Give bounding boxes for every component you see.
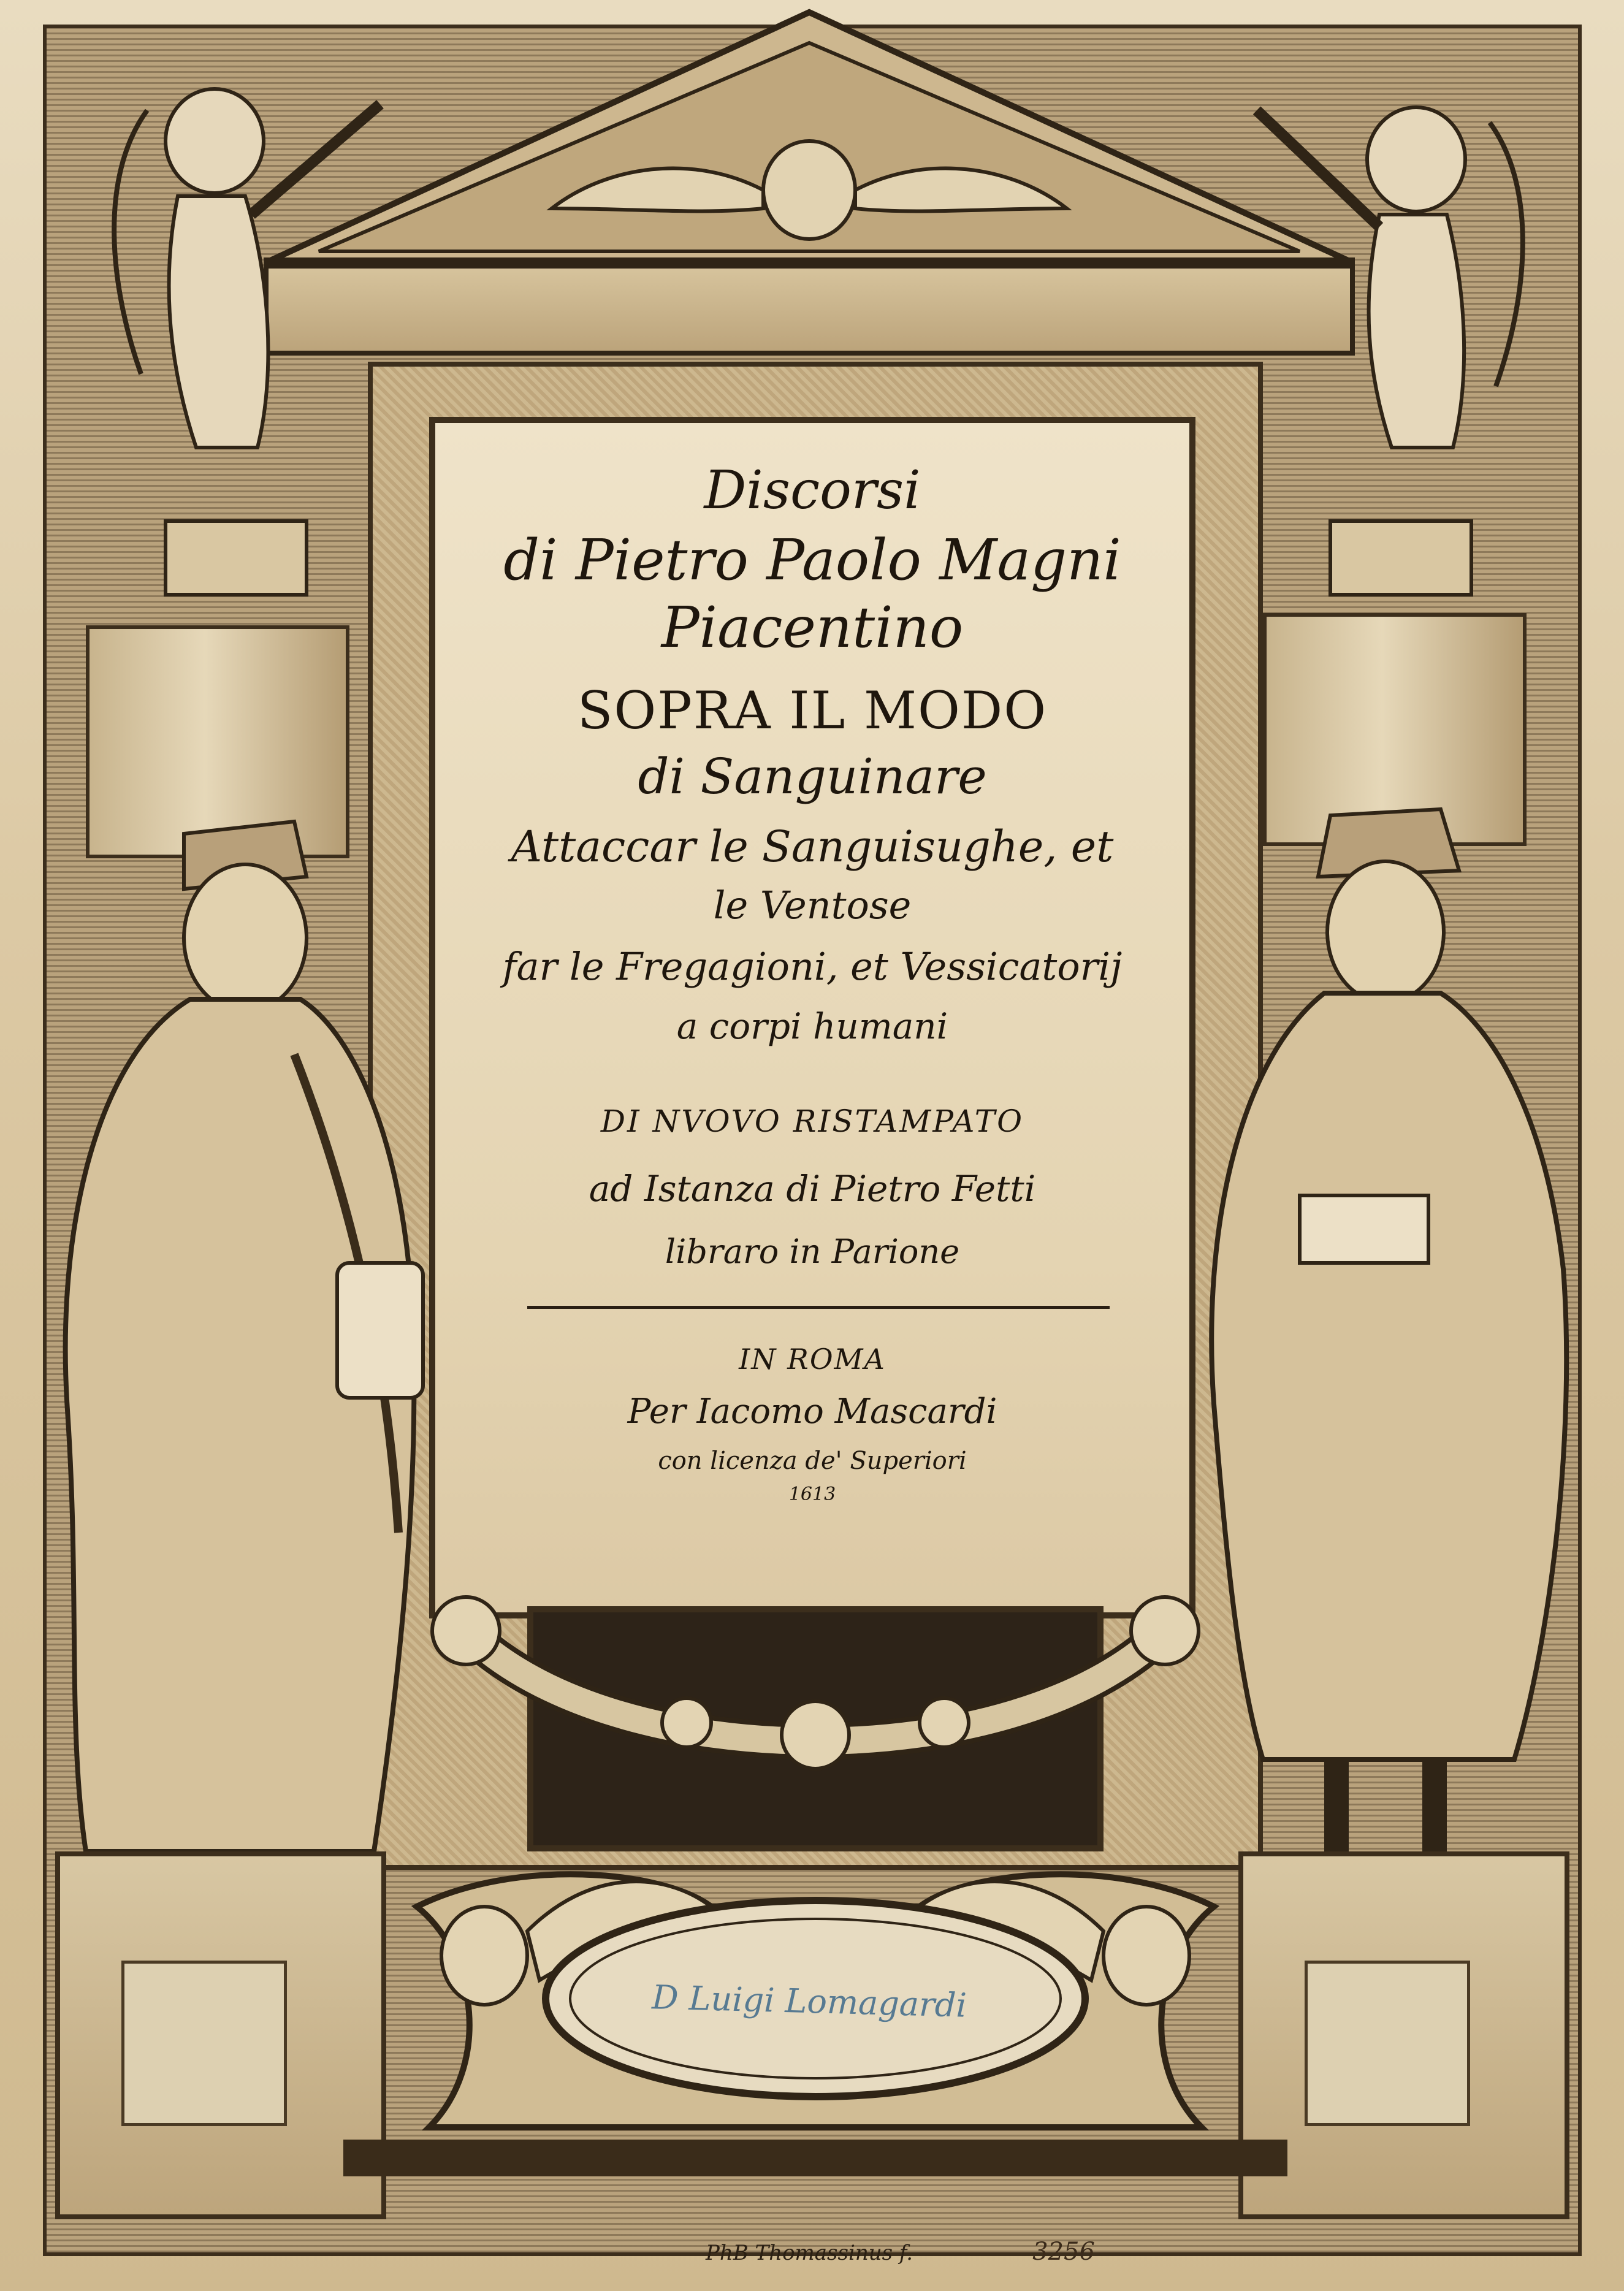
title-text-panel — [429, 417, 1195, 1618]
entablature — [264, 264, 1355, 356]
author-line: di Pietro Paolo Magni — [503, 527, 1121, 593]
reprint-line-2: libraro in Parione — [665, 1232, 960, 1271]
subject-heading: SOPRA IL MODO — [577, 680, 1048, 741]
engraver-signature: PhB Thomassinus f. — [705, 2241, 913, 2265]
reprint-line-1: ad Istanza di Pietro Fetti — [589, 1168, 1036, 1210]
divider-rule — [527, 1306, 1110, 1309]
right-base — [1238, 1851, 1569, 2219]
left-base-panel — [121, 1961, 287, 2126]
right-putto-icon — [1220, 55, 1563, 607]
ownership-stamp: D Luigi Lomagardi — [651, 1978, 967, 2025]
left-base — [55, 1851, 386, 2219]
author-origin: Piacentino — [661, 595, 964, 660]
subject-line-3: le Ventose — [713, 883, 912, 928]
pediment — [264, 6, 1355, 270]
subject-line-5: a corpi humani — [676, 1005, 948, 1047]
right-physician-figure-icon — [1171, 791, 1612, 1894]
left-physician-figure-icon — [31, 797, 497, 1876]
shelfmark: 3256 — [1032, 2238, 1095, 2266]
right-base-panel — [1305, 1961, 1470, 2126]
imprint-year: 1613 — [788, 1484, 836, 1505]
subject-line-2: Attaccar le Sanguisughe, et — [511, 821, 1114, 872]
left-putto-icon — [74, 55, 417, 607]
imprint-license: con licenza de' Superiori — [658, 1447, 967, 1475]
fruit-garland-icon — [429, 1594, 1202, 1796]
title-word: Discorsi — [704, 460, 921, 521]
reprint-notice: DI NVOVO RISTAMPATO — [600, 1104, 1024, 1139]
subject-line-4: far le Fregagioni, et Vessicatorij — [502, 944, 1123, 989]
imprint-place: IN ROMA — [739, 1343, 886, 1376]
imprint-printer: Per Iacomo Mascardi — [627, 1392, 997, 1431]
subject-line-1: di Sanguinare — [638, 748, 987, 805]
